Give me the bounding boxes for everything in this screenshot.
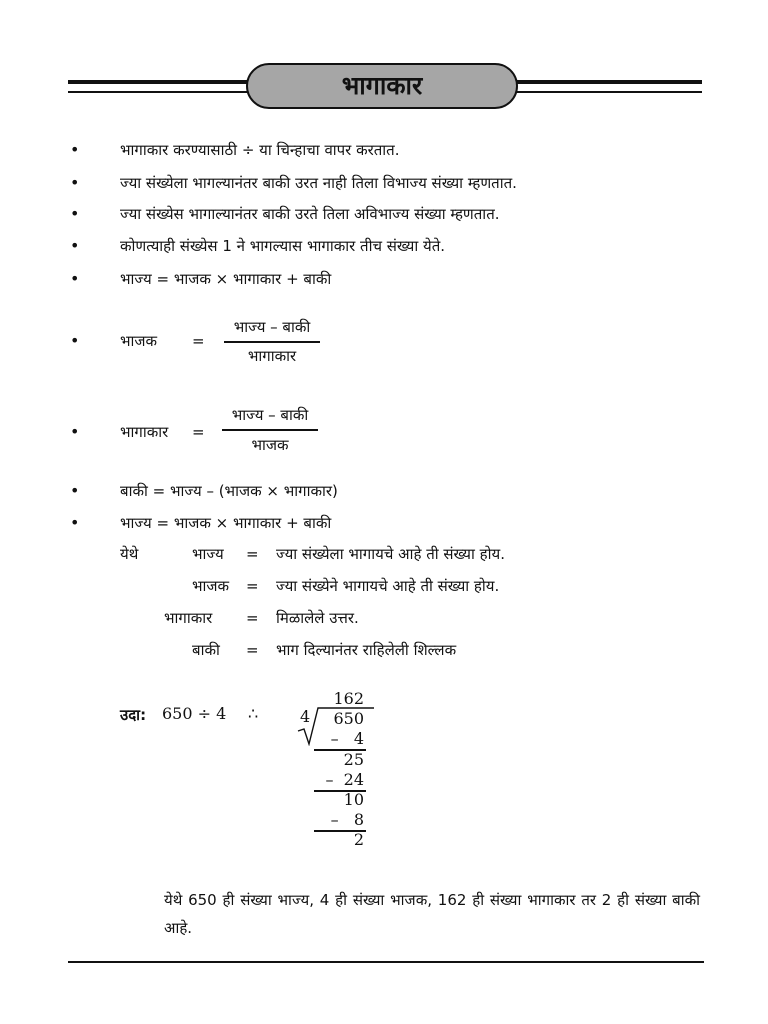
example-expression: 650 ÷ 4 xyxy=(162,704,227,723)
bullet-text: भागाकार करण्यासाठी ÷ या चिन्हाचा वापर करतात. xyxy=(120,141,400,159)
bullet-dot: • xyxy=(70,513,80,532)
bullet-text: भाज्य = भाजक × भागाकार + बाकी xyxy=(120,514,332,532)
bullet-text: ज्या संख्येला भागल्यानंतर बाकी उरत नाही तिला विभाज्य संख्या म्हणतात. xyxy=(120,174,517,192)
definitions-intro: येथे xyxy=(120,545,139,563)
title-rule-right-thin xyxy=(516,91,702,93)
page-title: भागाकार xyxy=(341,71,423,100)
definition-term: भाजक xyxy=(192,577,230,595)
bullet-dot: • xyxy=(70,269,80,288)
bullet-dot: • xyxy=(70,204,80,223)
example-label: उदा: xyxy=(120,706,147,724)
title-rule-left-thick xyxy=(68,80,248,84)
division-step: – 24 xyxy=(325,770,364,789)
bullet-dot: • xyxy=(70,173,80,192)
definition-term: भागाकार xyxy=(164,609,213,627)
division-step: 25 xyxy=(343,750,364,769)
fraction-bar xyxy=(222,429,318,431)
footer-rule xyxy=(68,961,704,963)
definition-meaning: मिळालेले उत्तर. xyxy=(276,609,359,627)
bullet-dot: • xyxy=(70,331,80,350)
division-dividend: 650 xyxy=(333,709,364,728)
division-step: 2 xyxy=(353,830,364,849)
bullet-text: भाज्य = भाजक × भागाकार + बाकी xyxy=(120,270,332,288)
division-step: – 8 xyxy=(330,810,364,829)
division-step: 10 xyxy=(343,790,364,809)
definition-meaning: ज्या संख्येने भागायचे आहे ती संख्या होय. xyxy=(276,577,500,595)
formula-divisor-numerator: भाज्य – बाकी xyxy=(233,318,311,336)
definition-equals: = xyxy=(246,577,259,595)
definition-equals: = xyxy=(246,641,259,659)
formula-quotient-equals: = xyxy=(192,423,205,441)
bullet-text: बाकी = भाज्य – (भाजक × भागाकार) xyxy=(120,482,338,500)
fraction-bar xyxy=(224,341,320,343)
definition-term: भाज्य xyxy=(192,545,224,563)
bullet-text: ज्या संख्येस भागाल्यानंतर बाकी उरते तिला अविभाज्य संख्या म्हणतात. xyxy=(120,205,500,223)
formula-quotient-denominator: भाजक xyxy=(251,436,289,454)
title-rule-left-thin xyxy=(68,91,248,93)
formula-divisor-equals: = xyxy=(192,332,205,350)
title-pill xyxy=(246,63,518,109)
formula-divisor-denominator: भागाकार xyxy=(247,347,297,365)
definition-equals: = xyxy=(246,545,259,563)
division-step: – 4 xyxy=(330,729,364,748)
bullet-dot: • xyxy=(70,481,80,500)
bullet-dot: • xyxy=(70,236,80,255)
formula-divisor-label: भाजक xyxy=(120,332,158,350)
definition-meaning: भाग दिल्यानंतर राहिलेली शिल्लक xyxy=(276,641,457,659)
bullet-dot: • xyxy=(70,422,80,441)
division-quotient: 162 xyxy=(333,689,364,708)
division-divisor: 4 xyxy=(300,707,311,726)
therefore-symbol: ∴ xyxy=(248,704,259,723)
definition-meaning: ज्या संख्येला भागायचे आहे ती संख्या होय. xyxy=(276,545,505,563)
formula-quotient-numerator: भाज्य – बाकी xyxy=(231,406,309,424)
definition-equals: = xyxy=(246,609,259,627)
bullet-text: कोणत्याही संख्येस 1 ने भागल्यास भागाकार तीच संख्या येते. xyxy=(120,237,446,255)
formula-quotient-label: भागाकार xyxy=(120,423,169,441)
title-rule-right-thick xyxy=(516,80,702,84)
conclusion-paragraph: येथे 650 ही संख्या भाज्य, 4 ही संख्या भाजक, 162 ही संख्या भागाकार तर 2 ही संख्या बाकी आहे. xyxy=(164,891,700,937)
bullet-dot: • xyxy=(70,140,80,159)
definition-term: बाकी xyxy=(192,641,220,659)
